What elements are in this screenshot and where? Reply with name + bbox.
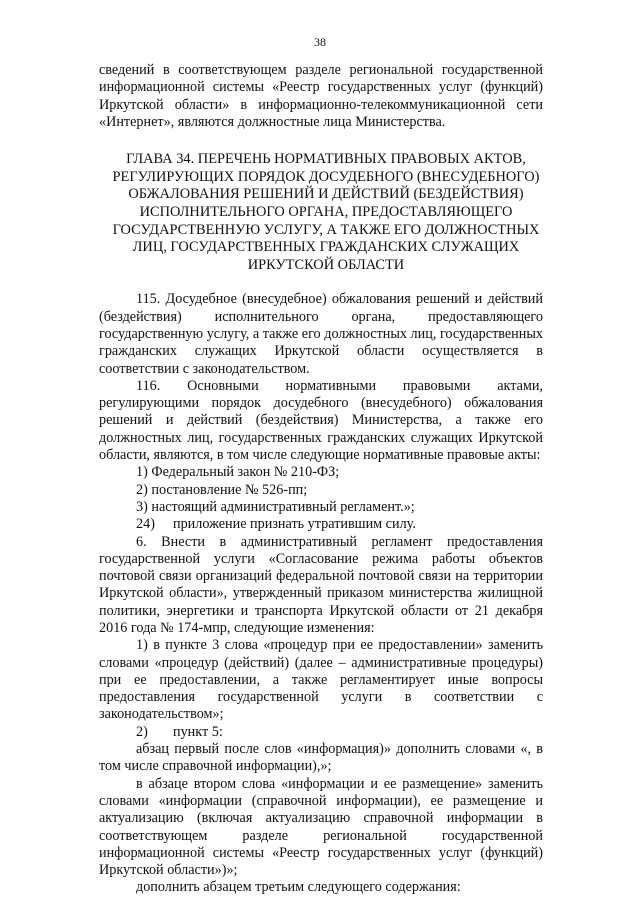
subitem-1: 1) в пункте 3 слова «процедур при ее предоставлении» заменить словами «процедур (действий) (далее – административные процедуры) при ее предоставлении, а также регламентирует иные вопросы предоставления государственной услуги в соответствии с законодательством»; (99, 637, 543, 723)
chapter-heading: ГЛАВА 34. ПЕРЕЧЕНЬ НОРМАТИВНЫХ ПРАВОВЫХ АКТОВ, РЕГУЛИРУЮЩИХ ПОРЯДОК ДОСУДЕБНОГО (ВНЕСУДЕБНОГО) ОБЖАЛОВАНИЯ РЕШЕНИЙ И ДЕЙСТВИЙ (БЕЗДЕЙСТВИЯ) ИСПОЛНИТЕЛЬНОГО ОРГАНА, ПРЕДОСТАВЛЯЮЩЕГО ГОСУДАРСТВЕННУЮ УСЛУГУ, А ТАКЖЕ ЕГО ДОЛЖНОСТНЫХ ЛИЦ, ГОСУДАРСТВЕННЫХ ГРАЖДАНСКИХ СЛУЖАЩИХ ИРКУТСКОЙ ОБЛАСТИ (112, 151, 540, 273)
paragraph-116: 116. Основными нормативными правовыми актами, регулирующими порядок досудебного (внесудебного) обжалования решений и действий (бездействия) Министерства, а также его должностных лиц, государственных гражданских служащих Иркутской области, являются, в том числе следующие нормативные правовые акты: (99, 377, 543, 464)
abzac-2: в абзаце втором слова «информации и ее размещение» заменить словами «информации (справочной информации), ее размещение и актуализацию (включая актуализацию справочной информации в соответствующем разделе региональной государственной информационной системы «Реестр государственных услуг (функций) Иркутской области»)»; (99, 775, 543, 879)
list-item-3: 3) настоящий административный регламент.»; (136, 498, 415, 515)
abzac-3: дополнить абзацем третьим следующего содержания: (136, 879, 461, 896)
paragraph-115: 115. Досудебное (внесудебное) обжалования решений и действий (бездействия) исполнительного органа, предоставляющего государственную услугу, а также его должностных лиц, государственных гражданских служащих Иркутской области осуществляется в соответствии с законодательством. (99, 291, 543, 377)
paragraph-6: 6. Внести в административный регламент предоставления государственной услуги «Согласование режима работы объектов почтовой связи организаций федеральной почтовой связи на территории Иркутской области», утвержденный приказом министерства жилищной политики, энергетики и транспорта Иркутской области от 21 декабря 2016 года № 174-мпр, следующие изменения: (99, 533, 543, 636)
intro-paragraph: сведений в соответствующем разделе региональной государственной информационной системы «Реестр государственных услуг (функций) Иркутской области» в информационно-телекоммуникационной сети «Интернет», являются должностные лица Министерства. (99, 62, 543, 130)
subitem-2 (99, 724, 543, 741)
abzac-1: абзац первый после слов «информация)» дополнить словами «, в том числе справочной информации),»; (99, 741, 543, 775)
list-item-24-number: 24) (136, 516, 155, 533)
page-number: 38 (314, 35, 326, 49)
document-body (99, 62, 543, 897)
list-item-1: 1) Федеральный закон № 210-ФЗ; (136, 464, 340, 481)
list-item-24 (99, 516, 543, 533)
list-item-2: 2) постановление № 526-пп; (136, 481, 308, 498)
list-item-24-text: приложение признать утратившим силу. (173, 516, 416, 533)
subitem-2-number: 2) (136, 723, 148, 740)
subitem-2-text: пункт 5: (173, 723, 223, 740)
